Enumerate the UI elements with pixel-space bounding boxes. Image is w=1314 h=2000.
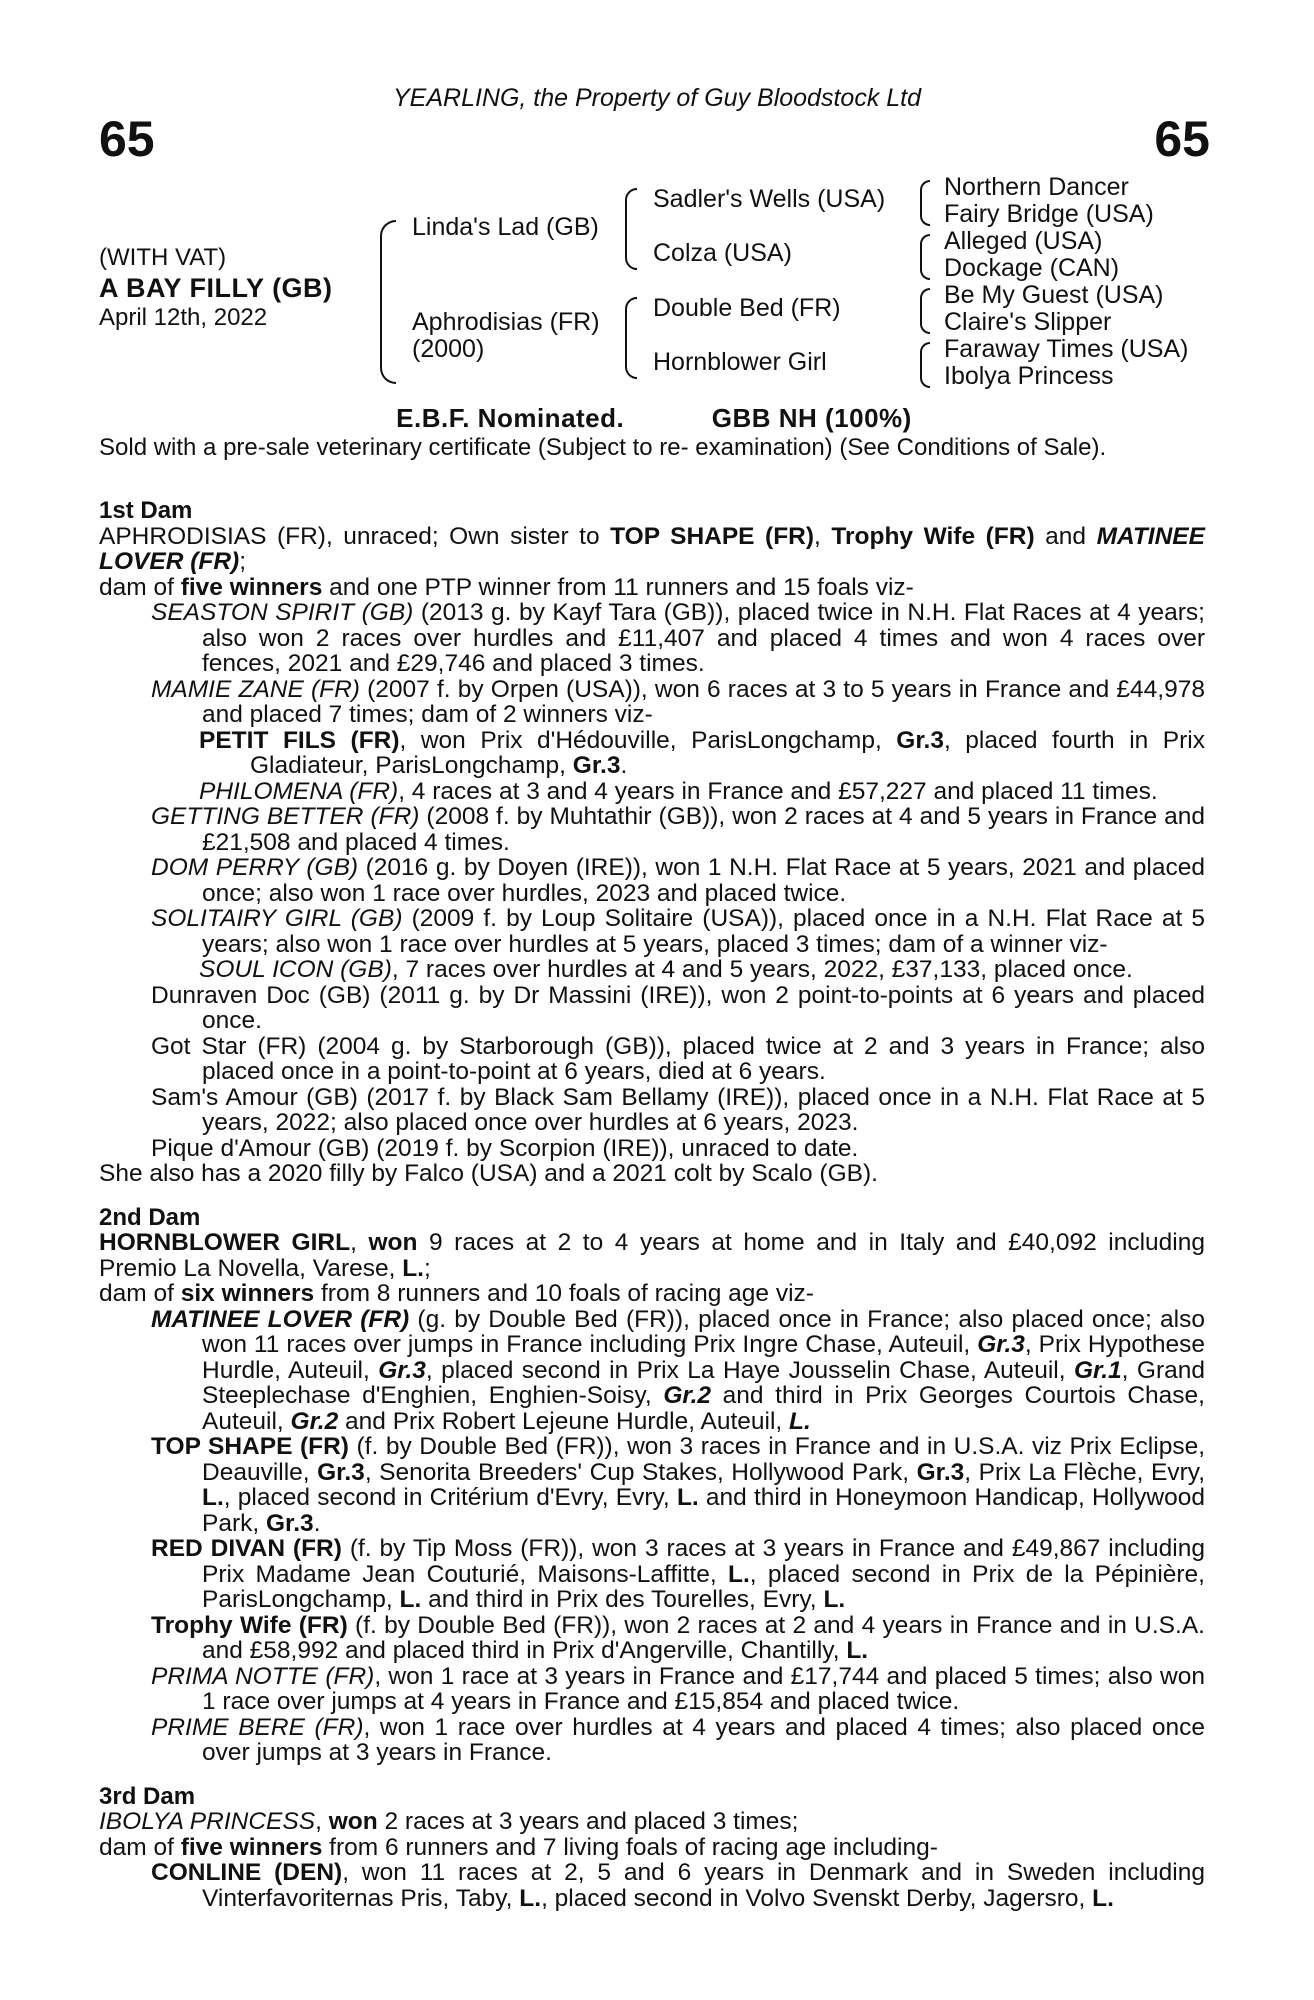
text-run: (g. by Double Bed (FR)), placed once in France; also placed once; also won 11 races over jumps in France including Prix Ingre Chase, Auteuil, xyxy=(202,1305,1205,1358)
text-run: Gr.2 xyxy=(663,1382,712,1409)
text-run: , won 1 race over hurdles at 4 years and placed 4 times; also placed once over jumps at 3 years in France. xyxy=(202,1713,1205,1766)
text-run: L. xyxy=(728,1560,750,1588)
foaling-date: April 12th, 2022 xyxy=(99,304,268,331)
first-dam-section xyxy=(99,498,1205,1187)
text-run: Gr.3 xyxy=(896,726,944,754)
text-run: MATINEE LOVER (FR) xyxy=(99,522,1205,575)
sire: Linda's Lad (GB) xyxy=(412,213,599,241)
text-run: , xyxy=(814,522,832,550)
horse-identity xyxy=(99,243,333,333)
dam-intro xyxy=(99,1809,1205,1835)
text-run: (2009 f. by Loup Solitaire (USA)), placed once in a N.H. Flat Race at 5 years; also won 1 race over hurdles at 5 years, placed 3 times; dam of a winner viz- xyxy=(202,905,1205,958)
text-run: , xyxy=(350,1229,369,1256)
text-run: from 8 runners and 10 foals of racing age viz- xyxy=(314,1280,814,1307)
text-run: PRIME BERE (FR) xyxy=(151,1713,364,1741)
text-run: Sam's Amour (GB) (2017 f. by Black Sam Bellamy (IRE)), placed once in a N.H. Flat Race at 5 years, 2022; also placed once over hurdles at 6 years, 2023. xyxy=(151,1083,1205,1136)
text-run: won xyxy=(368,1229,418,1256)
text-run: from 6 runners and 7 living foals of racing age including- xyxy=(322,1833,938,1861)
text-run: GETTING BETTER (FR) xyxy=(151,803,420,830)
page-header: YEARLING, the Property of Guy Bloodstock Ltd xyxy=(392,84,922,112)
pedigree-brace xyxy=(920,288,930,334)
second-dam-section xyxy=(99,1205,1205,1766)
dam-intro xyxy=(99,524,1205,575)
sale-conditions: Sold with a pre-sale veterinary certificate (Subject to re- examination) (See Conditions of Sale). xyxy=(99,434,1107,461)
text-run: won xyxy=(328,1808,378,1835)
third-dam-section xyxy=(99,1784,1205,1912)
text-run: Gr.3 xyxy=(977,1331,1025,1358)
produce-entry xyxy=(99,600,1205,677)
pedigree-brace xyxy=(920,234,930,280)
text-run: (f. by Tip Moss (FR)), won 3 races at 3 years in France and £49,867 including Prix Madame Jean Couturié, Maisons-Laffitte, xyxy=(202,1535,1205,1588)
produce-entry xyxy=(99,1613,1205,1664)
text-run: HORNBLOWER GIRL xyxy=(99,1229,351,1256)
vat-label: (WITH VAT) xyxy=(99,244,227,271)
text-run: and one PTP winner from 11 runners and 15 foals viz- xyxy=(322,573,914,601)
produce-list xyxy=(99,1860,1205,1911)
horse-name: A BAY FILLY (GB) xyxy=(99,273,333,303)
produce-entry xyxy=(99,855,1205,906)
text-run: Gr.1 xyxy=(1073,1356,1122,1384)
text-run: SEASTON SPIRIT (GB) xyxy=(151,599,414,626)
pedigree-brace xyxy=(380,220,396,384)
produce-entry xyxy=(99,1307,1205,1435)
produce-entry xyxy=(99,1434,1205,1536)
text-run: , Prix La Flèche, Evry, xyxy=(964,1458,1206,1486)
text-run: Gr.3 xyxy=(378,1356,426,1384)
text-run: Gr.2 xyxy=(290,1407,339,1435)
text-run: dam of xyxy=(99,1833,181,1861)
text-run: MATINEE LOVER (FR) xyxy=(151,1305,410,1333)
dam-dam: Hornblower Girl xyxy=(653,348,827,376)
pedigree-brace xyxy=(625,188,637,270)
text-run: five winners xyxy=(180,1833,323,1861)
sale-notes xyxy=(99,403,1209,462)
text-run: She also has a 2020 filly by Falco (USA) and a 2021 colt by Scalo (GB). xyxy=(99,1160,878,1187)
produce-list xyxy=(99,1307,1205,1766)
text-run: , Prix Hypothese Hurdle, Auteuil, xyxy=(202,1331,1205,1384)
produce-entry xyxy=(99,906,1205,957)
text-run: and third in Prix des Tourelles, Evry, xyxy=(421,1586,824,1613)
produce-entry xyxy=(99,1664,1205,1715)
ancestor-g8: Ibolya Princess xyxy=(944,362,1114,390)
ancestor-g7: Faraway Times (USA) xyxy=(944,335,1189,363)
text-run: , placed second in Prix La Haye Jousselin Chase, Auteuil, xyxy=(425,1356,1074,1384)
pedigree-brace xyxy=(920,342,930,388)
text-run: Trophy Wife (FR) xyxy=(151,1611,348,1639)
text-run: (2016 g. by Doyen (IRE)), won 1 N.H. Flat Race at 5 years, 2021 and placed once; also won 1 race over hurdles, 2023 and placed twice. xyxy=(202,854,1205,907)
text-run: L. xyxy=(1092,1884,1114,1912)
text-run: (2008 f. by Muhtathir (GB)), won 2 races at 4 and 5 years in France and £21,508 and placed 4 times. xyxy=(202,803,1205,856)
text-run: L. xyxy=(519,1884,542,1912)
dam-sire: Double Bed (FR) xyxy=(653,294,841,322)
ancestor-g3: Alleged (USA) xyxy=(944,227,1103,255)
text-run: TOP SHAPE (FR) xyxy=(610,522,815,550)
text-run: L. xyxy=(676,1484,699,1511)
text-run: Trophy Wife (FR) xyxy=(831,522,1035,550)
dam-produce-summary xyxy=(99,1281,1205,1307)
section-heading: 2nd Dam xyxy=(99,1203,201,1231)
produce-entry xyxy=(99,1136,1205,1162)
text-run: , placed fourth in Prix Gladiateur, ParisLongchamp, xyxy=(250,726,1205,779)
sire-sire: Sadler's Wells (USA) xyxy=(653,185,886,213)
text-run: L. xyxy=(846,1637,869,1664)
text-run: CONLINE (DEN) xyxy=(151,1859,343,1886)
text-run: MAMIE ZANE (FR) xyxy=(151,675,360,703)
text-run: six winners xyxy=(180,1280,315,1307)
text-run: TOP SHAPE (FR) xyxy=(151,1433,349,1460)
produce-entry xyxy=(99,1034,1205,1085)
produce-list xyxy=(99,600,1205,1187)
nominations xyxy=(99,403,1209,434)
text-run: Gr.3 xyxy=(572,752,621,779)
text-run: DOM PERRY (GB) xyxy=(151,854,359,881)
text-run: Pique d'Amour (GB) (2019 f. by Scorpion (IRE)), unraced to date. xyxy=(151,1134,859,1162)
produce-entry xyxy=(99,1161,1205,1187)
dam-intro xyxy=(99,1230,1205,1281)
text-run: , xyxy=(315,1808,329,1835)
text-run: L. xyxy=(789,1407,811,1435)
text-run: , 4 races at 3 and 4 years in France and £57,227 and placed 11 times. xyxy=(398,777,1158,805)
dam: Aphrodisias (FR) xyxy=(412,308,600,336)
produce-entry xyxy=(99,728,1205,779)
text-run: , placed second in Critérium d'Evry, Evry, xyxy=(223,1484,677,1511)
text-run: PETIT FILS (FR) xyxy=(199,726,400,754)
text-run: ; xyxy=(424,1254,431,1282)
section-heading: 3rd Dam xyxy=(99,1782,196,1810)
pedigree-notes xyxy=(99,480,1205,1911)
text-run: L. xyxy=(402,1254,424,1282)
dam-produce-summary xyxy=(99,1835,1205,1861)
text-run: L. xyxy=(399,1586,422,1613)
ancestor-g1: Northern Dancer xyxy=(944,173,1129,201)
text-run: PRIMA NOTTE (FR) xyxy=(151,1662,375,1690)
text-run: . xyxy=(620,752,628,779)
text-run: ; xyxy=(239,548,246,575)
produce-entry xyxy=(99,804,1205,855)
text-run: Gr.3 xyxy=(916,1458,965,1486)
text-run: , 7 races over hurdles at 4 and 5 years, 2022, £37,133, placed once. xyxy=(391,956,1133,983)
ancestor-g5: Be My Guest (USA) xyxy=(944,281,1164,309)
pedigree-brace xyxy=(920,180,930,226)
gbb-nomination: GBB NH (100%) xyxy=(711,403,912,433)
text-run: dam of xyxy=(99,573,181,601)
produce-entry xyxy=(99,779,1205,805)
text-run: . xyxy=(313,1509,321,1537)
text-run: Gr.3 xyxy=(266,1509,314,1537)
text-run: and third in Honeymoon Handicap, Hollywood Park, xyxy=(202,1484,1205,1537)
produce-entry xyxy=(99,1536,1205,1613)
text-run: , placed second in Prix de la Pépinière, ParisLongchamp, xyxy=(202,1560,1205,1613)
produce-entry xyxy=(99,677,1205,728)
text-run: L. xyxy=(202,1484,224,1511)
text-run: 2 races at 3 years and placed 3 times; xyxy=(377,1808,799,1835)
text-run: and xyxy=(1034,522,1097,550)
text-run: SOUL ICON (GB) xyxy=(199,956,392,983)
produce-entry xyxy=(99,1715,1205,1766)
produce-entry xyxy=(99,957,1205,983)
text-run: SOLITAIRY GIRL (GB) xyxy=(151,905,403,932)
dam-produce-summary xyxy=(99,575,1205,601)
text-run: (2007 f. by Orpen (USA)), won 6 races at 3 to 5 years in France and £44,978 and placed 7 times; dam of 2 winners viz- xyxy=(202,675,1205,728)
text-run: (2013 g. by Kayf Tara (GB)), placed twice in N.H. Flat Races at 4 years; also won 2 races over hurdles and £11,407 and placed 4 times and won 4 races over fences, 2021 and £29,746 and placed 3 times. xyxy=(202,599,1205,677)
text-run: 9 races at 2 to 4 years at home and in Italy and £40,092 including Premio La Novella, Varese, xyxy=(99,1229,1205,1282)
text-run: Dunraven Doc (GB) (2011 g. by Dr Massini (IRE)), won 2 point-to-points at 6 years and placed once. xyxy=(151,981,1205,1034)
ancestor-g2: Fairy Bridge (USA) xyxy=(944,200,1154,228)
text-run: , won 1 race at 3 years in France and £17,744 and placed 5 times; also won 1 race over jumps at 4 years in France and £15,854 and placed twice. xyxy=(202,1662,1206,1715)
text-run: RED DIVAN (FR) xyxy=(151,1535,342,1562)
text-run: , Senorita Breeders' Cup Stakes, Hollywood Park, xyxy=(364,1458,917,1486)
text-run: and third in Prix Georges Courtois Chase, Auteuil, xyxy=(202,1382,1205,1435)
produce-entry xyxy=(99,1860,1205,1911)
ancestor-g4: Dockage (CAN) xyxy=(944,254,1120,282)
produce-entry xyxy=(99,1085,1205,1136)
ancestor-g6: Claire's Slipper xyxy=(944,308,1112,336)
text-run: , placed second in Volvo Svenskt Derby, Jagersro, xyxy=(541,1884,1093,1912)
section-heading: 1st Dam xyxy=(99,497,193,524)
text-run: Gr.3 xyxy=(317,1458,365,1486)
text-run: , won 11 races at 2, 5 and 6 years in Denmark and in Sweden including Vinterfavoriternas Pris, Taby, xyxy=(202,1859,1206,1912)
text-run: APHRODISIAS (FR), unraced; Own sister to xyxy=(99,522,611,550)
text-run: , won Prix d'Hédouville, ParisLongchamp, xyxy=(399,726,897,754)
text-run: (f. by Double Bed (FR)), won 2 races at 2 and 4 years in France and in U.S.A. and £58,992 and placed third in Prix d'Angerville, Chantilly, xyxy=(202,1611,1205,1664)
text-run: five winners xyxy=(180,573,323,601)
text-run: PHILOMENA (FR) xyxy=(199,777,399,805)
text-run: L. xyxy=(823,1586,846,1613)
ebf-nomination: E.B.F. Nominated. xyxy=(396,403,625,433)
text-run: and Prix Robert Lejeune Hurdle, Auteuil, xyxy=(338,1407,790,1435)
sire-dam: Colza (USA) xyxy=(653,239,792,267)
text-run: IBOLYA PRINCESS xyxy=(99,1808,316,1835)
text-run: Got Star (FR) (2004 g. by Starborough (GB)), placed twice at 2 and 3 years in France; also placed once in a point-to-point at 6 years, died at 6 years. xyxy=(151,1032,1205,1085)
produce-entry xyxy=(99,983,1205,1034)
lot-number-right: 65 xyxy=(1154,111,1210,167)
pedigree-brace xyxy=(625,297,637,379)
lot-number-left: 65 xyxy=(99,111,155,167)
text-run: dam of xyxy=(99,1280,181,1307)
dam-year: (2000) xyxy=(412,335,485,363)
text-run: , Grand Steeplechase d'Enghien, Enghien-Soisy, xyxy=(202,1356,1205,1409)
text-run: (f. by Double Bed (FR)), won 3 races in France and in U.S.A. viz Prix Eclipse, Deauville, xyxy=(202,1433,1205,1486)
